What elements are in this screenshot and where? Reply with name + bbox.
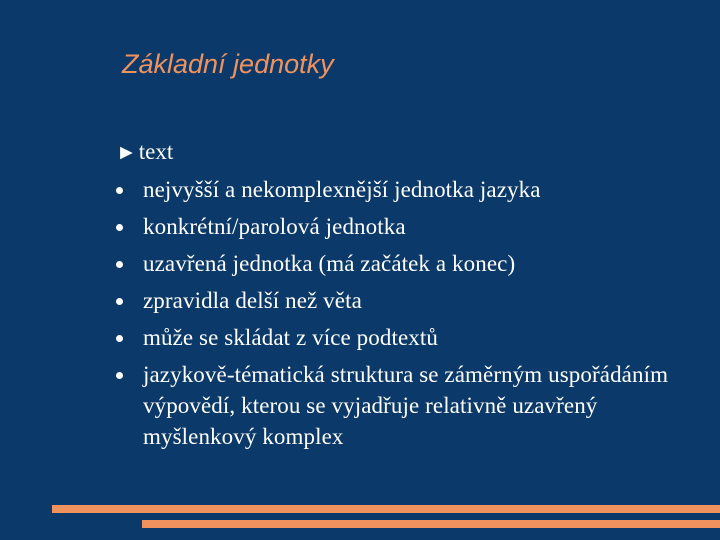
bullet-text: jazykově-tématická struktura se záměrným uspořádáním výpovědí, kterou se vyjadřuje relativně uzavřený myšlenkový komplex [143, 362, 669, 449]
bullet-item [116, 356, 686, 452]
bullet-item [116, 245, 686, 282]
content-heading [116, 133, 686, 171]
bullet-text: zpravidla delší než věta [143, 288, 362, 313]
bullet-dot-icon [116, 335, 123, 342]
slide-content [116, 133, 686, 452]
bullet-item [116, 208, 686, 245]
bullet-text: může se skládat z více podtextů [143, 325, 438, 350]
accent-bar-top [52, 505, 720, 513]
bullet-dot-icon [116, 224, 123, 231]
bullet-dot-icon [116, 187, 123, 194]
bullet-text: konkrétní/parolová jednotka [143, 214, 406, 239]
bullet-item [116, 171, 686, 208]
bullet-list [116, 171, 686, 452]
bullet-dot-icon [116, 298, 123, 305]
bullet-dot-icon [116, 372, 123, 379]
bullet-item [116, 282, 686, 319]
slide-title: Základní jednotky [122, 49, 334, 79]
bullet-text: nejvyšší a nekomplexnější jednotka jazyka [143, 177, 541, 202]
triangle-right-icon: ► [116, 140, 137, 164]
bullet-dot-icon [116, 261, 123, 268]
bullet-text: uzavřená jednotka (má začátek a konec) [143, 251, 516, 276]
bullet-item [116, 319, 686, 356]
heading-text: text [138, 139, 174, 164]
accent-bar-bottom [142, 520, 720, 528]
